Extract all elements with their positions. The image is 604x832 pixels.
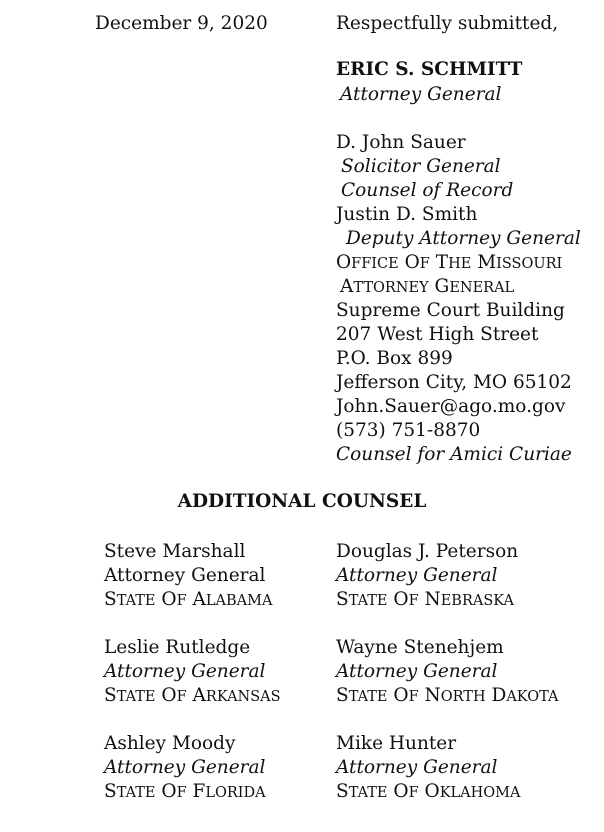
counsel-title: Attorney General [104, 757, 266, 778]
po-box: P.O. Box 899 [336, 348, 453, 369]
building: Supreme Court Building [336, 300, 565, 321]
counsel-state: STATE OF ARKANSAS [104, 685, 281, 706]
additional-counsel-heading: ADDITIONAL COUNSEL [177, 491, 427, 512]
counsel-state: STATE OF FLORIDA [104, 781, 266, 802]
counsel-title: Attorney General [336, 661, 498, 682]
phone-number: (573) 751-8870 [336, 420, 481, 441]
submission-line: Respectfully submitted, [336, 13, 559, 34]
counsel-name: Mike Hunter [336, 733, 457, 754]
office-line-1: OFFICE OF THE MISSOURI [336, 252, 563, 273]
counsel-name: Steve Marshall [104, 541, 246, 562]
solicitor-name: D. John Sauer [336, 132, 466, 153]
counsel-title: Attorney General [336, 565, 498, 586]
city-state-zip: Jefferson City, MO 65102 [336, 372, 572, 393]
counsel-title: Attorney General [336, 757, 498, 778]
counsel-role: Counsel for Amici Curiae [336, 444, 572, 465]
counsel-of-record: Counsel of Record [341, 180, 514, 201]
counsel-name: Douglas J. Peterson [336, 541, 519, 562]
counsel-state: STATE OF NORTH DAKOTA [336, 685, 559, 706]
counsel-title: Attorney General [104, 565, 266, 586]
counsel-name: Ashley Moody [104, 733, 236, 754]
counsel-state: STATE OF NEBRASKA [336, 589, 514, 610]
counsel-name: Leslie Rutledge [104, 637, 251, 658]
filing-date: December 9, 2020 [95, 13, 268, 34]
email-address: John.Sauer@ago.mo.gov [336, 396, 566, 417]
street-address: 207 West High Street [336, 324, 539, 345]
attorney-general-name: ERIC S. SCHMITT [336, 59, 523, 80]
counsel-title: Attorney General [104, 661, 266, 682]
deputy-title: Deputy Attorney General [346, 228, 581, 249]
office-line-2: ATTORNEY GENERAL [340, 276, 515, 297]
counsel-state: STATE OF ALABAMA [104, 589, 273, 610]
deputy-name: Justin D. Smith [336, 204, 478, 225]
attorney-general-title: Attorney General [340, 84, 502, 105]
counsel-state: STATE OF OKLAHOMA [336, 781, 521, 802]
counsel-name: Wayne Stenehjem [336, 637, 504, 658]
solicitor-title: Solicitor General [341, 156, 501, 177]
